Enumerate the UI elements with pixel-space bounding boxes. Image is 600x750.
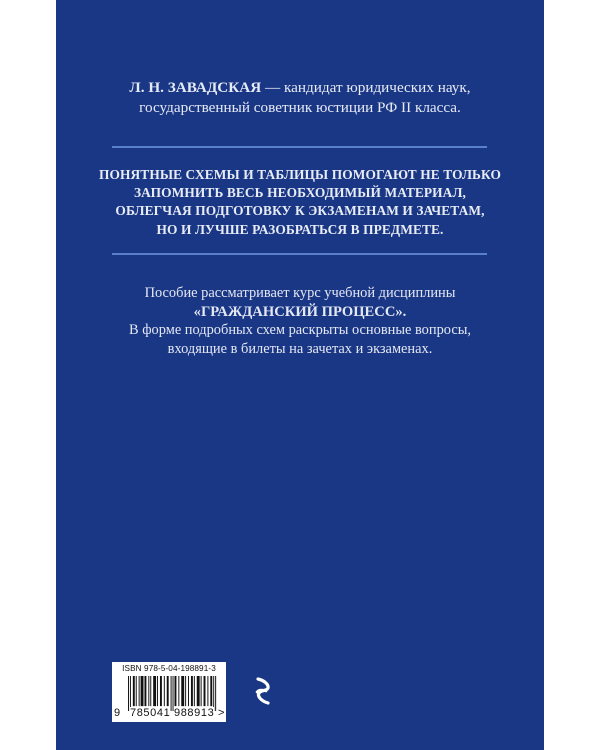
author-bio [56, 78, 544, 117]
description-line-1: Пособие рассматривает курс учебной дисциплины [144, 285, 456, 301]
ean-left-group: 785041 [130, 707, 171, 719]
description-line-3: В форме подробных схем раскрыты основные вопросы, [129, 322, 471, 338]
book-description [56, 284, 544, 358]
barcode-bars-icon [128, 676, 220, 711]
author-bio-line-2: государственный советник юстиции РФ II класса. [139, 98, 461, 116]
course-subject-title: «ГРАЖДАНСКИЙ ПРОЦЕСС». [193, 303, 407, 320]
promo-line: ПОНЯТНЫЕ СХЕМЫ И ТАБЛИЦЫ ПОМОГАЮТ НЕ ТОЛЬКО [98, 167, 502, 182]
book-back-cover [56, 0, 544, 750]
author-credentials: — кандидат юридических наук, [261, 79, 471, 96]
promo-line: ОБЛЕГЧАЯ ПОДГОТОВКУ К ЭКЗАМЕНАМ И ЗАЧЕТАМ, [115, 203, 485, 219]
description-line-4: входящие в билеты на зачетах и экзаменах. [167, 340, 433, 357]
ean-quiet-zone-marker: > [218, 707, 225, 719]
isbn-barcode [112, 662, 226, 722]
divider-bottom [112, 253, 487, 255]
eksmo-logo-icon [253, 676, 273, 706]
author-bio-line-1 [56, 78, 544, 98]
divider-top [112, 146, 487, 148]
promo-text [56, 166, 544, 239]
author-name: Л. Н. ЗАВАДСКАЯ [129, 79, 262, 96]
ean-right-group: 988913 [174, 707, 215, 719]
promo-line: НО И ЛУЧШЕ РАЗОБРАТЬСЯ В ПРЕДМЕТЕ. [156, 221, 444, 237]
promo-line: ЗАПОМНИТЬ ВЕСЬ НЕОБХОДИМЫЙ МАТЕРИАЛ, [134, 185, 466, 201]
ean-first-digit: 9 [114, 707, 121, 719]
isbn-label: ISBN 978-5-04-198891-3 [122, 664, 216, 673]
